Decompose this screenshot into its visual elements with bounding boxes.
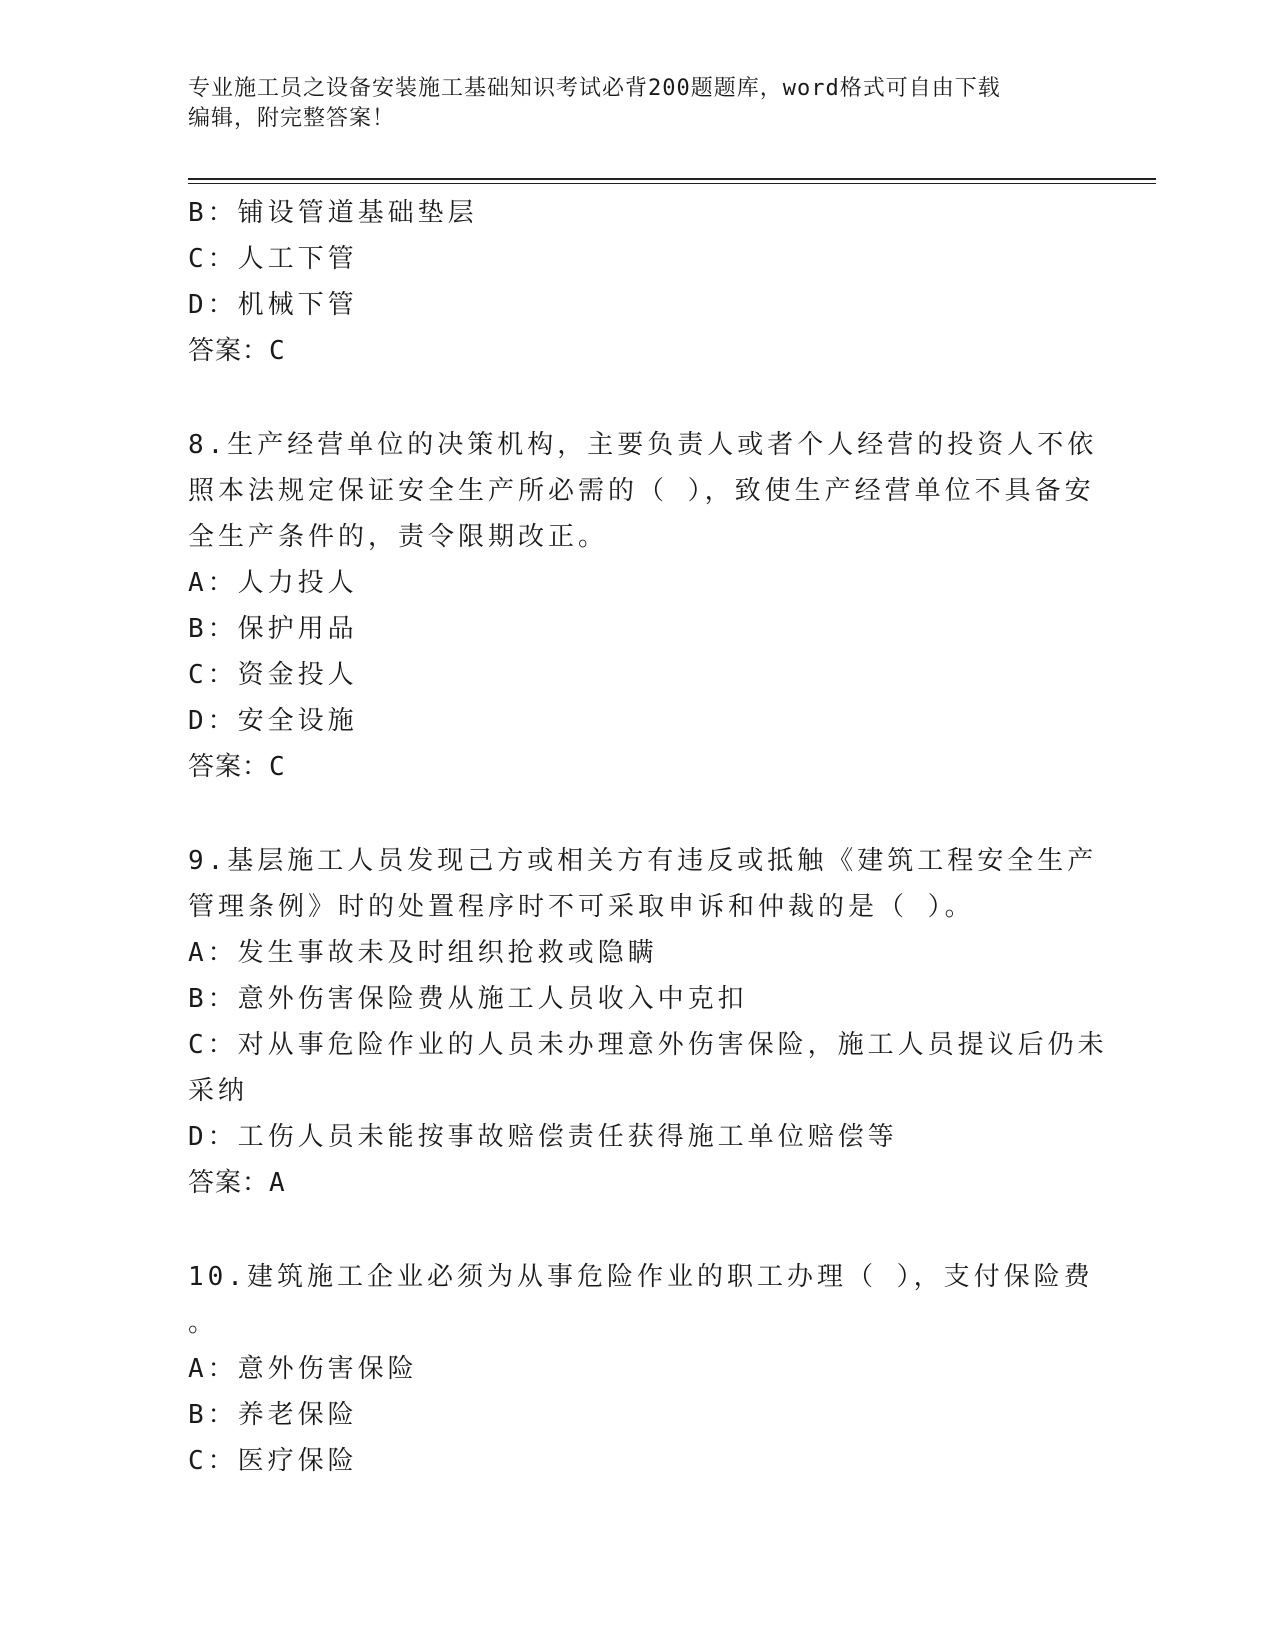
option-a: A：意外伤害保险: [188, 1354, 418, 1384]
option-c-continued: 采纳: [188, 1076, 249, 1106]
header-divider-thin: [188, 183, 1156, 184]
option-d: D：安全设施: [188, 706, 358, 736]
option-b: B：意外伤害保险费从施工人员收入中克扣: [188, 984, 748, 1014]
option-a: A：发生事故未及时组织抢救或隐瞒: [188, 938, 658, 968]
option-c: C：资金投人: [188, 660, 358, 690]
question-9: [188, 838, 1108, 1206]
question-7-tail: [188, 190, 1088, 374]
header-divider-thick: [188, 178, 1156, 180]
option-d: D：工伤人员未能按事故赔偿责任获得施工单位赔偿等: [188, 1122, 898, 1152]
option-b: B：保护用品: [188, 614, 358, 644]
question-10: [188, 1254, 1094, 1484]
spacer: [188, 790, 1088, 838]
spacer: [188, 374, 1088, 422]
header-line-1: 专业施工员之设备安装施工基础知识考试必背200题题库，word格式可自由下载: [188, 76, 1001, 101]
question-8: [188, 422, 1098, 790]
answer-line: 答案：C: [188, 752, 286, 782]
spacer: [188, 1206, 1088, 1254]
option-a: A：人力投人: [188, 568, 358, 598]
question-stem-line: 10.建筑施工企业必须为从事危险作业的职工办理（ ），支付保险费: [188, 1262, 1094, 1292]
question-stem-line: 管理条例》时的处置程序时不可采取申诉和仲裁的是（ ）。: [188, 892, 975, 922]
answer-line: 答案：A: [188, 1168, 286, 1198]
option-c: C：医疗保险: [188, 1446, 358, 1476]
question-stem-line: 。: [188, 1308, 219, 1338]
answer-line: 答案：C: [188, 336, 286, 366]
option-c: C：人工下管: [188, 244, 358, 274]
question-stem-line: 9.基层施工人员发现己方或相关方有违反或抵触《建筑工程安全生产: [188, 846, 1098, 876]
question-stem-line: 照本法规定保证安全生产所必需的（ ），致使生产经营单位不具备安: [188, 476, 1095, 506]
question-stem-line: 全生产条件的，责令限期改正。: [188, 522, 609, 552]
option-b: B：养老保险: [188, 1400, 358, 1430]
option-b: B：铺设管道基础垫层: [188, 198, 478, 228]
document-header: [188, 74, 1068, 134]
header-line-2: 编辑，附完整答案！: [188, 106, 396, 131]
question-list: [188, 190, 1108, 1484]
option-c: C：对从事危险作业的人员未办理意外伤害保险，施工人员提议后仍未: [188, 1030, 1108, 1060]
question-stem-line: 8.生产经营单位的决策机构，主要负责人或者个人经营的投资人不依: [188, 430, 1098, 460]
option-d: D：机械下管: [188, 290, 358, 320]
